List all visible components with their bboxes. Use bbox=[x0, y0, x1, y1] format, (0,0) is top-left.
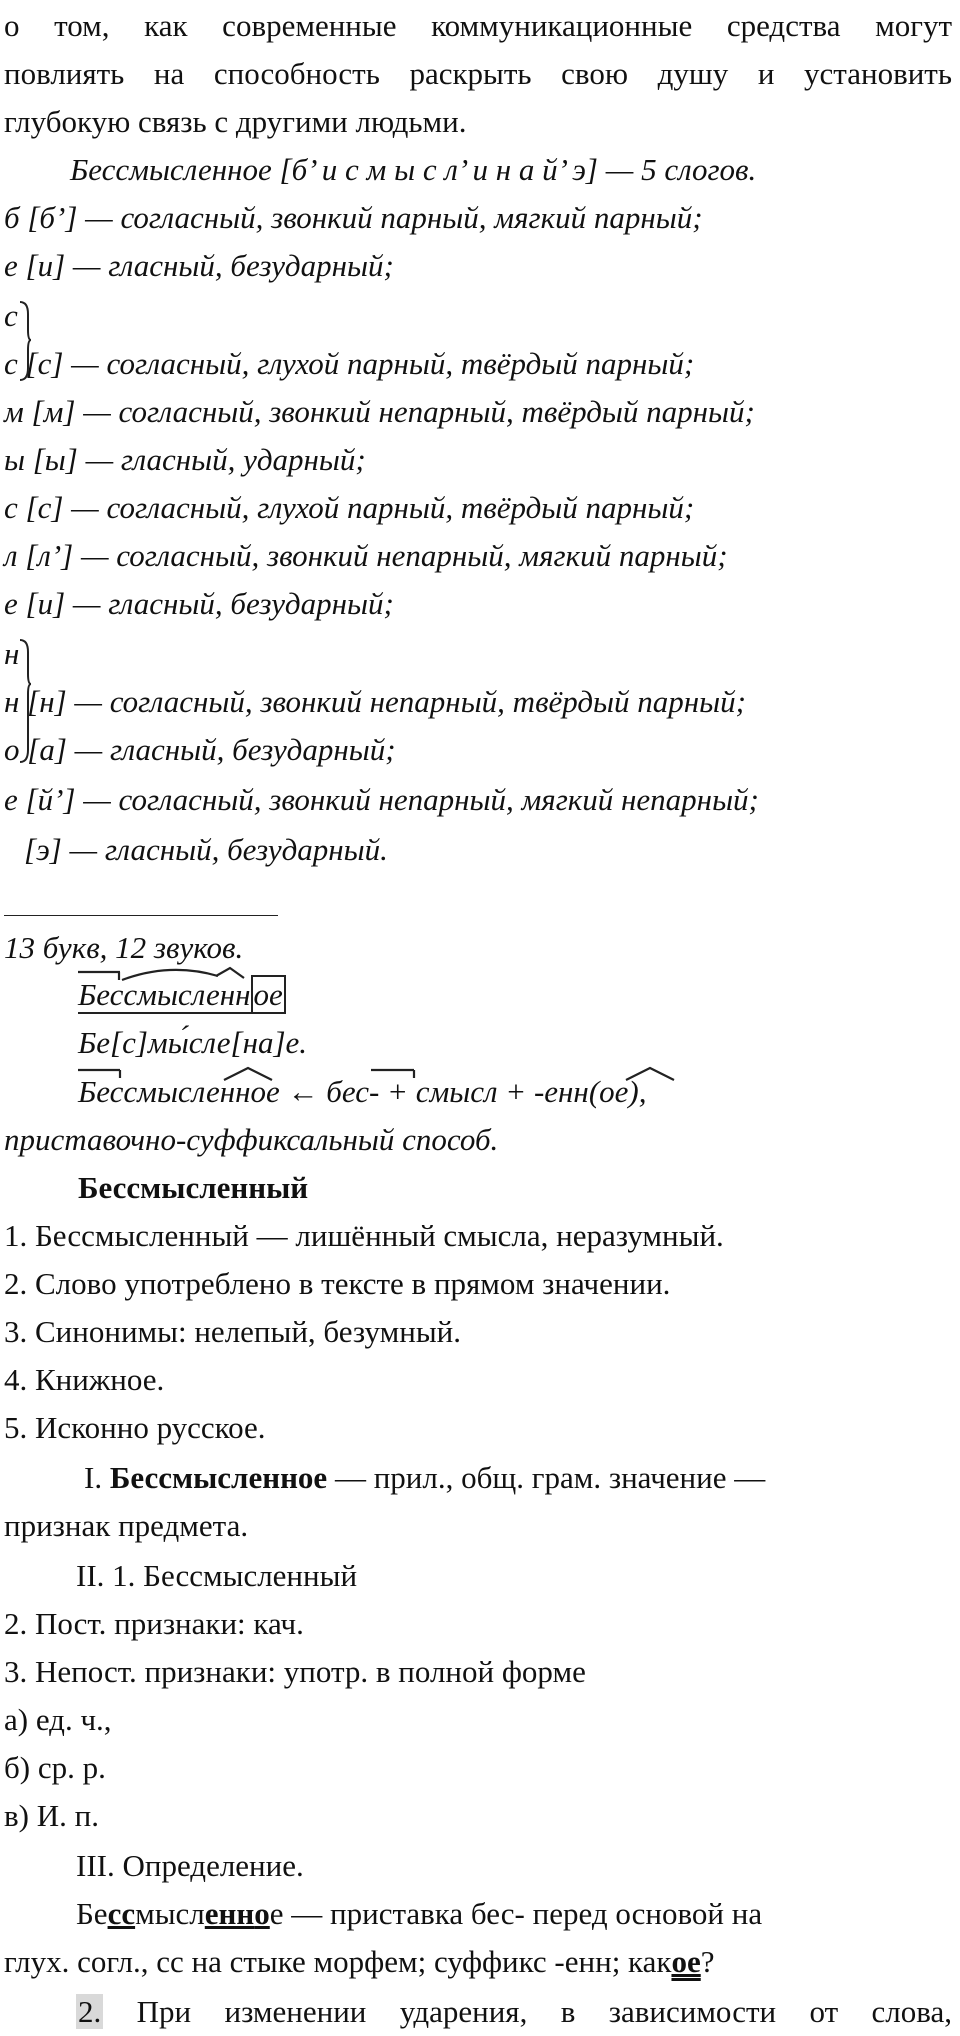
morpheme-marks bbox=[78, 966, 288, 990]
phonetic-row: л [л’] — согласный, звонкий непарный, мягкий парный; bbox=[4, 538, 728, 573]
next-paragraph-text: При изменении ударения, в зависимости от слова, bbox=[136, 1994, 952, 2029]
phonetic-row: м [м] — согласный, звонкий непарный, твёрдый парный; bbox=[4, 394, 755, 429]
word-stem: Бессмысленн bbox=[78, 977, 251, 1012]
next-paragraph bbox=[76, 1992, 952, 2032]
phonetic-row: с [с] — согласный, глухой парный, твёрдый парный; bbox=[4, 346, 695, 381]
phonetic-row: о [а] — гласный, безударный; bbox=[4, 732, 396, 767]
morph-word: Бессмысленное bbox=[109, 1460, 328, 1495]
derivation-arrow: ← bbox=[287, 1074, 319, 1109]
plus-sign: + bbox=[505, 1074, 527, 1109]
deriv-suffix: -енн bbox=[533, 1074, 589, 1109]
deriv-ending: (ое), bbox=[588, 1074, 647, 1109]
spelling-mark: ое bbox=[671, 1944, 701, 1979]
word-part: Бе bbox=[76, 1896, 108, 1931]
phonetic-row: е [й’] — согласный, звонкий непарный, мягкий непарный; bbox=[4, 782, 759, 817]
phonetic-row: е [и] — гласный, безударный; bbox=[4, 586, 394, 621]
spelling-line-2 bbox=[4, 1942, 952, 1982]
morph-line: б) ср. р. bbox=[4, 1750, 106, 1785]
double-n-brace bbox=[18, 638, 32, 764]
morph-line: II. 1. Бессмысленный bbox=[76, 1558, 358, 1593]
lexical-title: Бессмысленный bbox=[78, 1170, 309, 1205]
spelling-mark: енн bbox=[204, 1896, 255, 1931]
morph-line: в) И. п. bbox=[4, 1798, 99, 1833]
spelling-line-1 bbox=[76, 1894, 952, 1934]
letters-sounds-count: 13 букв, 12 звуков. bbox=[4, 930, 244, 965]
phonetic-heading: Бессмысленное [б’ и с м ы с л’ и н а й’ э] — 5 слогов. bbox=[70, 152, 757, 187]
lexical-item: 3. Синонимы: нелепый, безумный. bbox=[4, 1314, 461, 1349]
phonetic-row: ы [ы] — гласный, ударный; bbox=[4, 442, 366, 477]
morph-description: — прил., общ. грам. значение — bbox=[334, 1460, 766, 1495]
lexical-item: 2. Слово употреблено в тексте в прямом значении. bbox=[4, 1266, 671, 1301]
morph-line: признак предмета. bbox=[4, 1508, 249, 1543]
morph-line: а) ед. ч., bbox=[4, 1702, 112, 1737]
morph-line: 2. Пост. признаки: кач. bbox=[4, 1606, 304, 1641]
plus-sign: + bbox=[387, 1074, 408, 1109]
derivation-marks bbox=[78, 1064, 678, 1086]
morph-line: III. Определение. bbox=[76, 1848, 304, 1883]
lexical-item: 1. Бессмысленный — лишённый смысла, неразумный. bbox=[4, 1218, 724, 1253]
roman-numeral: I. bbox=[84, 1460, 103, 1495]
derivation-method: приставочно-суффиксальный способ. bbox=[4, 1122, 499, 1157]
word-part: е bbox=[269, 1896, 284, 1931]
phonetic-row: н bbox=[4, 636, 20, 671]
intro-line-3: глубокую связь с другими людьми. bbox=[4, 104, 467, 139]
footnote-divider bbox=[4, 915, 278, 916]
morph-line: 3. Непост. признаки: употр. в полной форме bbox=[4, 1654, 586, 1689]
morph-point-1 bbox=[84, 1458, 952, 1498]
deriv-prefix: бес- bbox=[326, 1074, 380, 1109]
spelling-explanation: — приставка бес- перед основой на bbox=[291, 1896, 763, 1931]
phonetic-row: н [н] — согласный, звонкий непарный, твёрдый парный; bbox=[4, 684, 747, 719]
double-s-brace bbox=[18, 300, 32, 382]
orthoepic-line: Бе[с]мы́сле[на]е. bbox=[78, 1025, 308, 1060]
phonetic-row: б [б’] — согласный, звонкий парный, мягкий парный; bbox=[4, 200, 703, 235]
deriv-root: смысл bbox=[415, 1074, 498, 1109]
spelling-explanation: глух. согл., сс на стыке морфем; суффикс -енн; как bbox=[4, 1944, 672, 1979]
lexical-item: 4. Книжное. bbox=[4, 1362, 165, 1397]
spelling-mark: сс bbox=[107, 1896, 136, 1931]
phonetic-row: с bbox=[4, 298, 18, 333]
phonetic-row: с [с] — согласный, глухой парный, твёрдый парный; bbox=[4, 490, 695, 525]
word-part: мысл bbox=[135, 1896, 205, 1931]
spelling-mark: о bbox=[254, 1896, 270, 1931]
intro-line-1: о том, как современные коммуникационные средства могут bbox=[4, 8, 952, 43]
derived-word: Бессмысленное bbox=[78, 1074, 280, 1109]
item-number: 2. bbox=[78, 1994, 102, 2029]
phonetic-row: [э] — гласный, безударный. bbox=[24, 832, 388, 867]
phonetic-row: е [и] — гласный, безударный; bbox=[4, 248, 394, 283]
intro-line-2: повлиять на способность раскрыть свою душу и установить bbox=[4, 56, 952, 91]
question-mark: ? bbox=[700, 1944, 715, 1979]
word-ending: ое bbox=[251, 975, 286, 1014]
lexical-item: 5. Исконно русское. bbox=[4, 1410, 266, 1445]
